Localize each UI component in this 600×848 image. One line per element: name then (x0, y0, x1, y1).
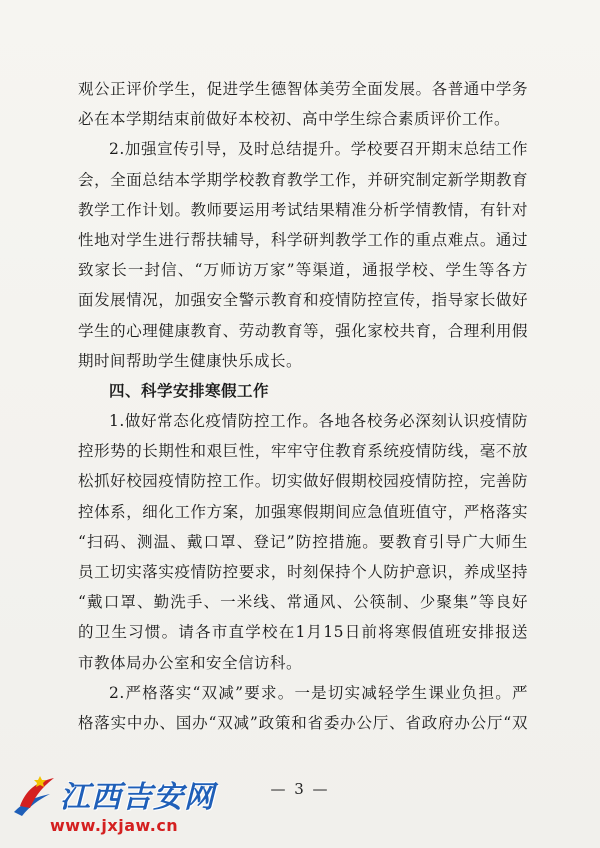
text-line: 教学工作计划。教师要运用考试结果精准分析学情教情，有针对 (78, 200, 528, 219)
text-line: 松抓好校园疫情防控工作。切实做好假期校园疫情防控，完善防 (78, 472, 528, 491)
text-line: 性地对学生进行帮扶辅导，科学研判教学工作的重点难点。通过 (78, 230, 528, 249)
text-line: 2.严格落实“双减”要求。一是切实减轻学生课业负担。严 (109, 683, 528, 702)
section-heading: 四、科学安排寒假工作 (109, 381, 270, 400)
text-line: 观公正评价学生，促进学生德智体美劳全面发展。各普通中学务 (78, 80, 528, 98)
text-line: 控体系，细化工作方案，加强寒假期间应急值班值守，严格落实 (78, 502, 528, 521)
text-line: 会，全面总结本学期学校教育教学工作，并研究制定新学期教育 (78, 170, 528, 189)
text-line: 员工切实落实疫情防控要求，时刻保持个人防护意识，养成坚持 (78, 563, 528, 581)
text-line: 控形势的长期性和艰巨性，牢牢守住教育系统疫情防线，毫不放 (78, 442, 528, 461)
flag-swoosh-icon (10, 772, 58, 820)
text-line: 期时间帮助学生健康快乐成长。 (78, 351, 303, 370)
text-line: 学生的心理健康教育、劳动教育等，强化家校共育，合理利用假 (78, 321, 528, 340)
page-number: — 3 — (270, 780, 330, 798)
text-line: 市教体局办公室和安全信访科。 (78, 653, 303, 672)
text-line: 格落实中办、国办“双减”政策和省委办公厅、省政府办公厅“双 (78, 713, 528, 732)
text-line: 的卫生习惯。请各市直学校在1月15日前将寒假值班安排报送 (78, 623, 528, 642)
text-line: “戴口罩、勤洗手、一米线、常通风、公筷制、少聚集”等良好 (78, 593, 528, 612)
text-line: 面发展情况，加强安全警示教育和疫情防控宣传，指导家长做好 (78, 291, 528, 310)
text-line: 1.做好常态化疫情防控工作。各地各校务必深刻认识疫情防 (109, 412, 528, 431)
text-line: 2.加强宣传引导，及时总结提升。学校要召开期末总结工作 (109, 140, 528, 159)
site-watermark (10, 772, 260, 842)
text-line: 致家长一封信、“万师访万家”等渠道，通报学校、学生等各方 (78, 261, 528, 280)
document-body (78, 74, 528, 738)
watermark-title: 江西吉安网 (60, 780, 215, 815)
watermark-url[interactable]: www.jxjaw.cn (50, 816, 179, 835)
text-line: 必在本学期结束前做好本校初、高中学生综合素质评价工作。 (78, 110, 511, 129)
text-line: “扫码、测温、戴口罩、登记”防控措施。要教育引导广大师生 (78, 532, 528, 551)
